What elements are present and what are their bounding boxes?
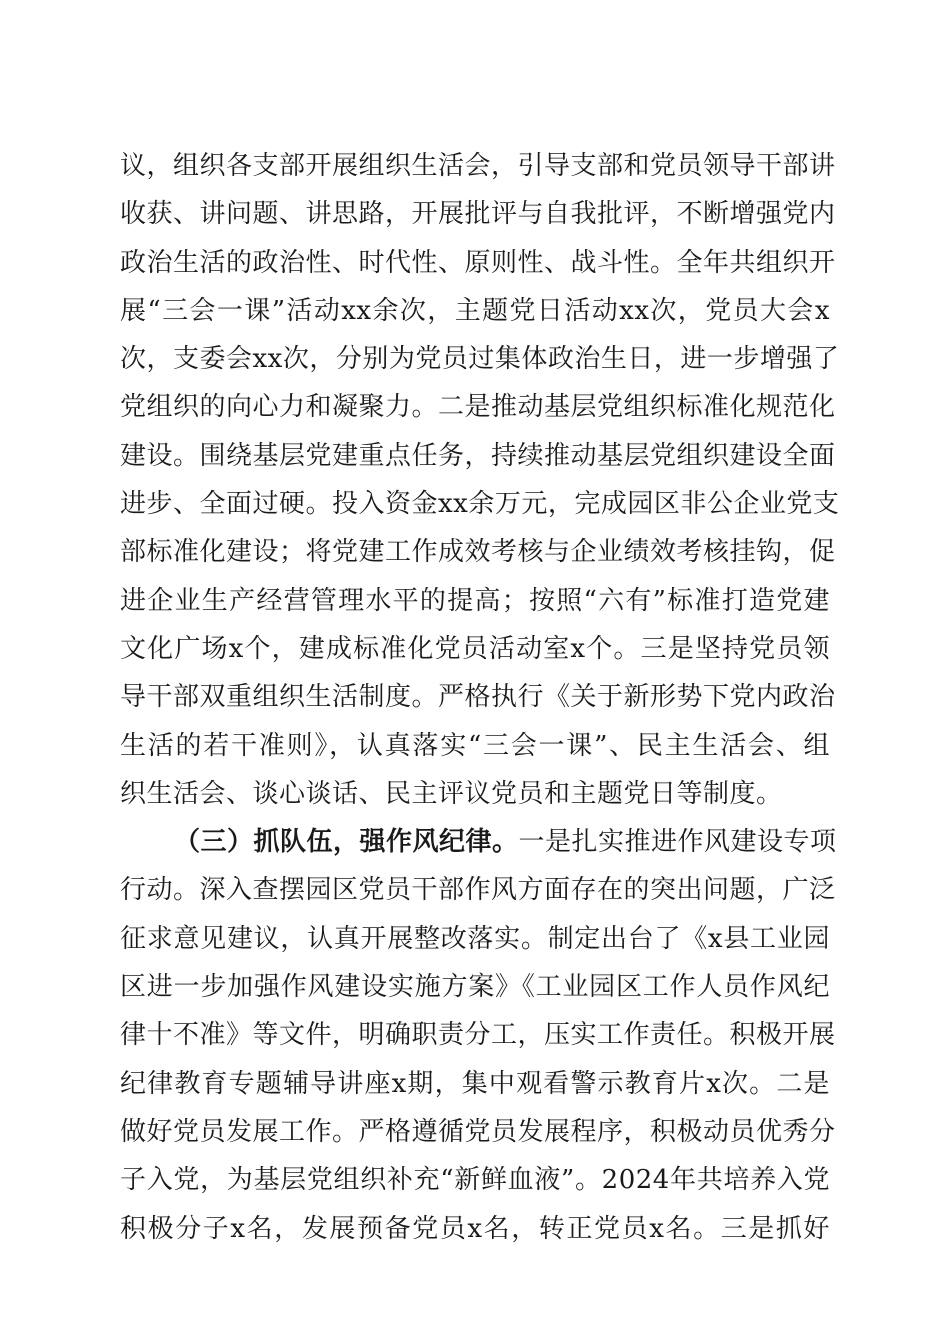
text-line: 导干部双重组织生活制度。严格执行《关于新形势下党内政治 (120, 682, 836, 713)
section-heading: （三）抓队伍，强作风纪律。 (174, 827, 519, 858)
body-text (120, 142, 840, 1253)
text-line: 部标准化建设；将党建工作成效考核与企业绩效考核挂钩，促 (120, 537, 836, 568)
text-line-with-heading (120, 818, 837, 866)
text-line: 收获、讲问题、讲思路，开展批评与自我批评，不断增强党内 (120, 199, 836, 230)
text-line: 次，支委会xx次，分别为党员过集体政治生日，进一步增强了 (120, 344, 840, 375)
text-line: 政治生活的政治性、时代性、原则性、战斗性。全年共组织开 (120, 247, 836, 278)
text-line: 做好党员发展工作。严格遵循党员发展程序，积极动员优秀分 (120, 1116, 836, 1147)
text-line: 展“三会一课”活动xx余次，主题党日活动xx次，党员大会x (120, 295, 830, 326)
text-line: 文化广场x个，建成标准化党员活动室x个。三是坚持党员领 (120, 633, 830, 664)
text-line: 党组织的向心力和凝聚力。二是推动基层党组织标准化规范化 (120, 392, 836, 423)
text-line: 生活的若干准则》，认真落实“三会一课”、民主生活会、组 (120, 730, 830, 761)
text-line: 子入党，为基层党组织补充“新鲜血液”。2024年共培养入党 (120, 1165, 830, 1196)
text-line: 建设。围绕基层党建重点任务，持续推动基层党组织建设全面 (120, 440, 836, 471)
text-line: 行动。深入查摆园区党员干部作风方面存在的突出问题，广泛 (120, 875, 836, 906)
text-line: 征求意见建议，认真开展整改落实。制定出台了《x县工业园 (120, 923, 830, 954)
text-line: 进企业生产经营管理水平的提高；按照“六有”标准打造党建 (120, 585, 830, 616)
text-line: 积极分子x名，发展预备党员x名，转正党员x名。三是抓好 (120, 1213, 830, 1244)
text-line: 进步、全面过硬。投入资金xx余万元，完成园区非公企业党支 (120, 489, 840, 520)
text-line: 纪律教育专题辅导讲座x期，集中观看警示教育片x次。二是 (120, 1068, 830, 1099)
paragraph-team-discipline (120, 818, 837, 1253)
text-line: 议，组织各支部开展组织生活会，引导支部和党员领导干部讲 (120, 151, 836, 181)
text-line: 区进一步加强作风建设实施方案》《工业园区工作人员作风纪 (120, 972, 830, 1003)
text-line: 织生活会、谈心谈话、民主评议党员和主题党日等制度。 (120, 778, 783, 809)
paragraph-party-organization (120, 142, 840, 818)
text-line: 律十不准》等文件，明确职责分工，压实工作责任。积极开展 (120, 1020, 836, 1051)
heading-line-text: 一是扎实推进作风建设专项 (518, 827, 837, 858)
